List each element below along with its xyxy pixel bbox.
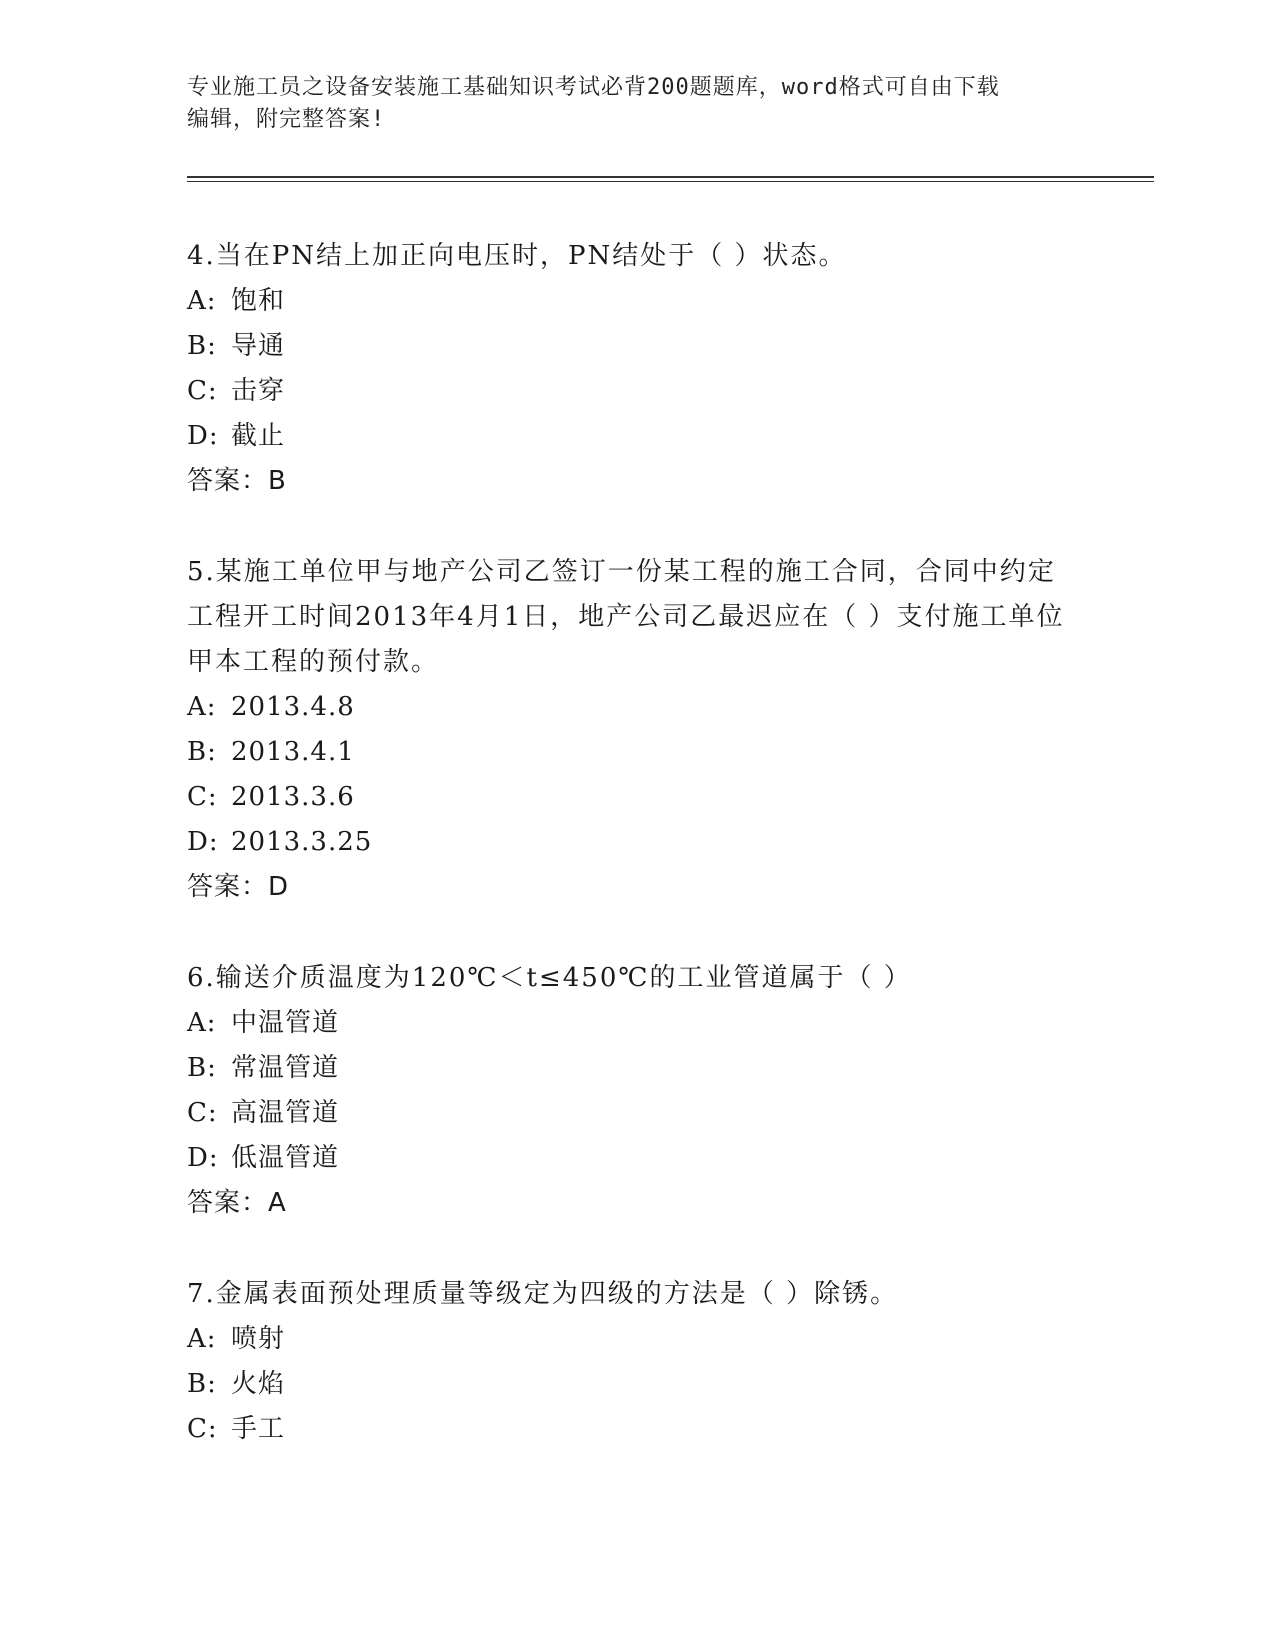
option-text: 常温管道 — [231, 1053, 340, 1083]
option-b — [187, 324, 1067, 369]
option-letter: D: — [187, 1143, 219, 1173]
option-text: 2013.4.8 — [231, 692, 355, 722]
question-stem: 7.金属表面预处理质量等级定为四级的方法是（ ）除锈。 — [187, 1279, 899, 1309]
option-letter: D: — [187, 421, 219, 451]
option-d — [187, 1136, 1067, 1181]
option-text: 2013.3.6 — [231, 782, 355, 812]
question-stem: 5.某施工单位甲与地产公司乙签订一份某工程的施工合同，合同中约定工程开工时间2013年4月1日，地产公司乙最迟应在（ ）支付施工单位甲本工程的预付款。 — [187, 557, 1065, 677]
header-title-line-2: 编辑，附完整答案! — [187, 107, 386, 132]
header-divider — [187, 176, 1154, 182]
option-letter: C: — [187, 782, 218, 812]
document-header — [187, 72, 1087, 136]
option-letter: A: — [187, 692, 217, 722]
question-list — [187, 234, 1067, 1498]
option-c — [187, 1091, 1067, 1136]
option-letter: D: — [187, 827, 219, 857]
option-text: 高温管道 — [231, 1098, 340, 1128]
question-item — [187, 956, 1067, 1226]
option-text: 击穿 — [231, 376, 286, 406]
option-c — [187, 1407, 1067, 1452]
question-item — [187, 550, 1067, 910]
option-letter: B: — [187, 331, 217, 361]
question-item — [187, 1272, 1067, 1452]
option-b — [187, 730, 1067, 775]
option-text: 2013.3.25 — [231, 827, 373, 857]
option-text: 火焰 — [231, 1369, 286, 1399]
option-b — [187, 1046, 1067, 1091]
option-a — [187, 279, 1067, 324]
option-text: 中温管道 — [231, 1008, 340, 1038]
option-letter: B: — [187, 737, 217, 767]
option-a — [187, 1001, 1067, 1046]
option-text: 饱和 — [231, 286, 286, 316]
option-b — [187, 1362, 1067, 1407]
option-letter: A: — [187, 1324, 217, 1354]
option-letter: C: — [187, 1414, 218, 1444]
option-letter: A: — [187, 1008, 217, 1038]
question-item — [187, 234, 1067, 504]
answer-line: 答案：A — [187, 1188, 287, 1218]
question-stem: 6.输送介质温度为120℃＜t≤450℃的工业管道属于（ ） — [187, 963, 912, 993]
answer-line: 答案：B — [187, 466, 287, 496]
option-d — [187, 414, 1067, 459]
option-text: 2013.4.1 — [231, 737, 355, 767]
header-title-line-1: 专业施工员之设备安装施工基础知识考试必背200题题库，word格式可自由下载 — [187, 75, 1000, 100]
option-text: 导通 — [231, 331, 286, 361]
option-letter: C: — [187, 376, 218, 406]
option-letter: B: — [187, 1053, 217, 1083]
option-letter: B: — [187, 1369, 217, 1399]
answer-line: 答案：D — [187, 872, 290, 902]
option-a — [187, 685, 1067, 730]
option-text: 喷射 — [231, 1324, 286, 1354]
option-text: 低温管道 — [231, 1143, 340, 1173]
option-letter: C: — [187, 1098, 218, 1128]
option-c — [187, 369, 1067, 414]
option-letter: A: — [187, 286, 217, 316]
question-stem: 4.当在PN结上加正向电压时，PN结处于（ ）状态。 — [187, 241, 847, 271]
option-text: 截止 — [231, 421, 286, 451]
option-text: 手工 — [231, 1414, 286, 1444]
option-d — [187, 820, 1067, 865]
option-c — [187, 775, 1067, 820]
option-a — [187, 1317, 1067, 1362]
